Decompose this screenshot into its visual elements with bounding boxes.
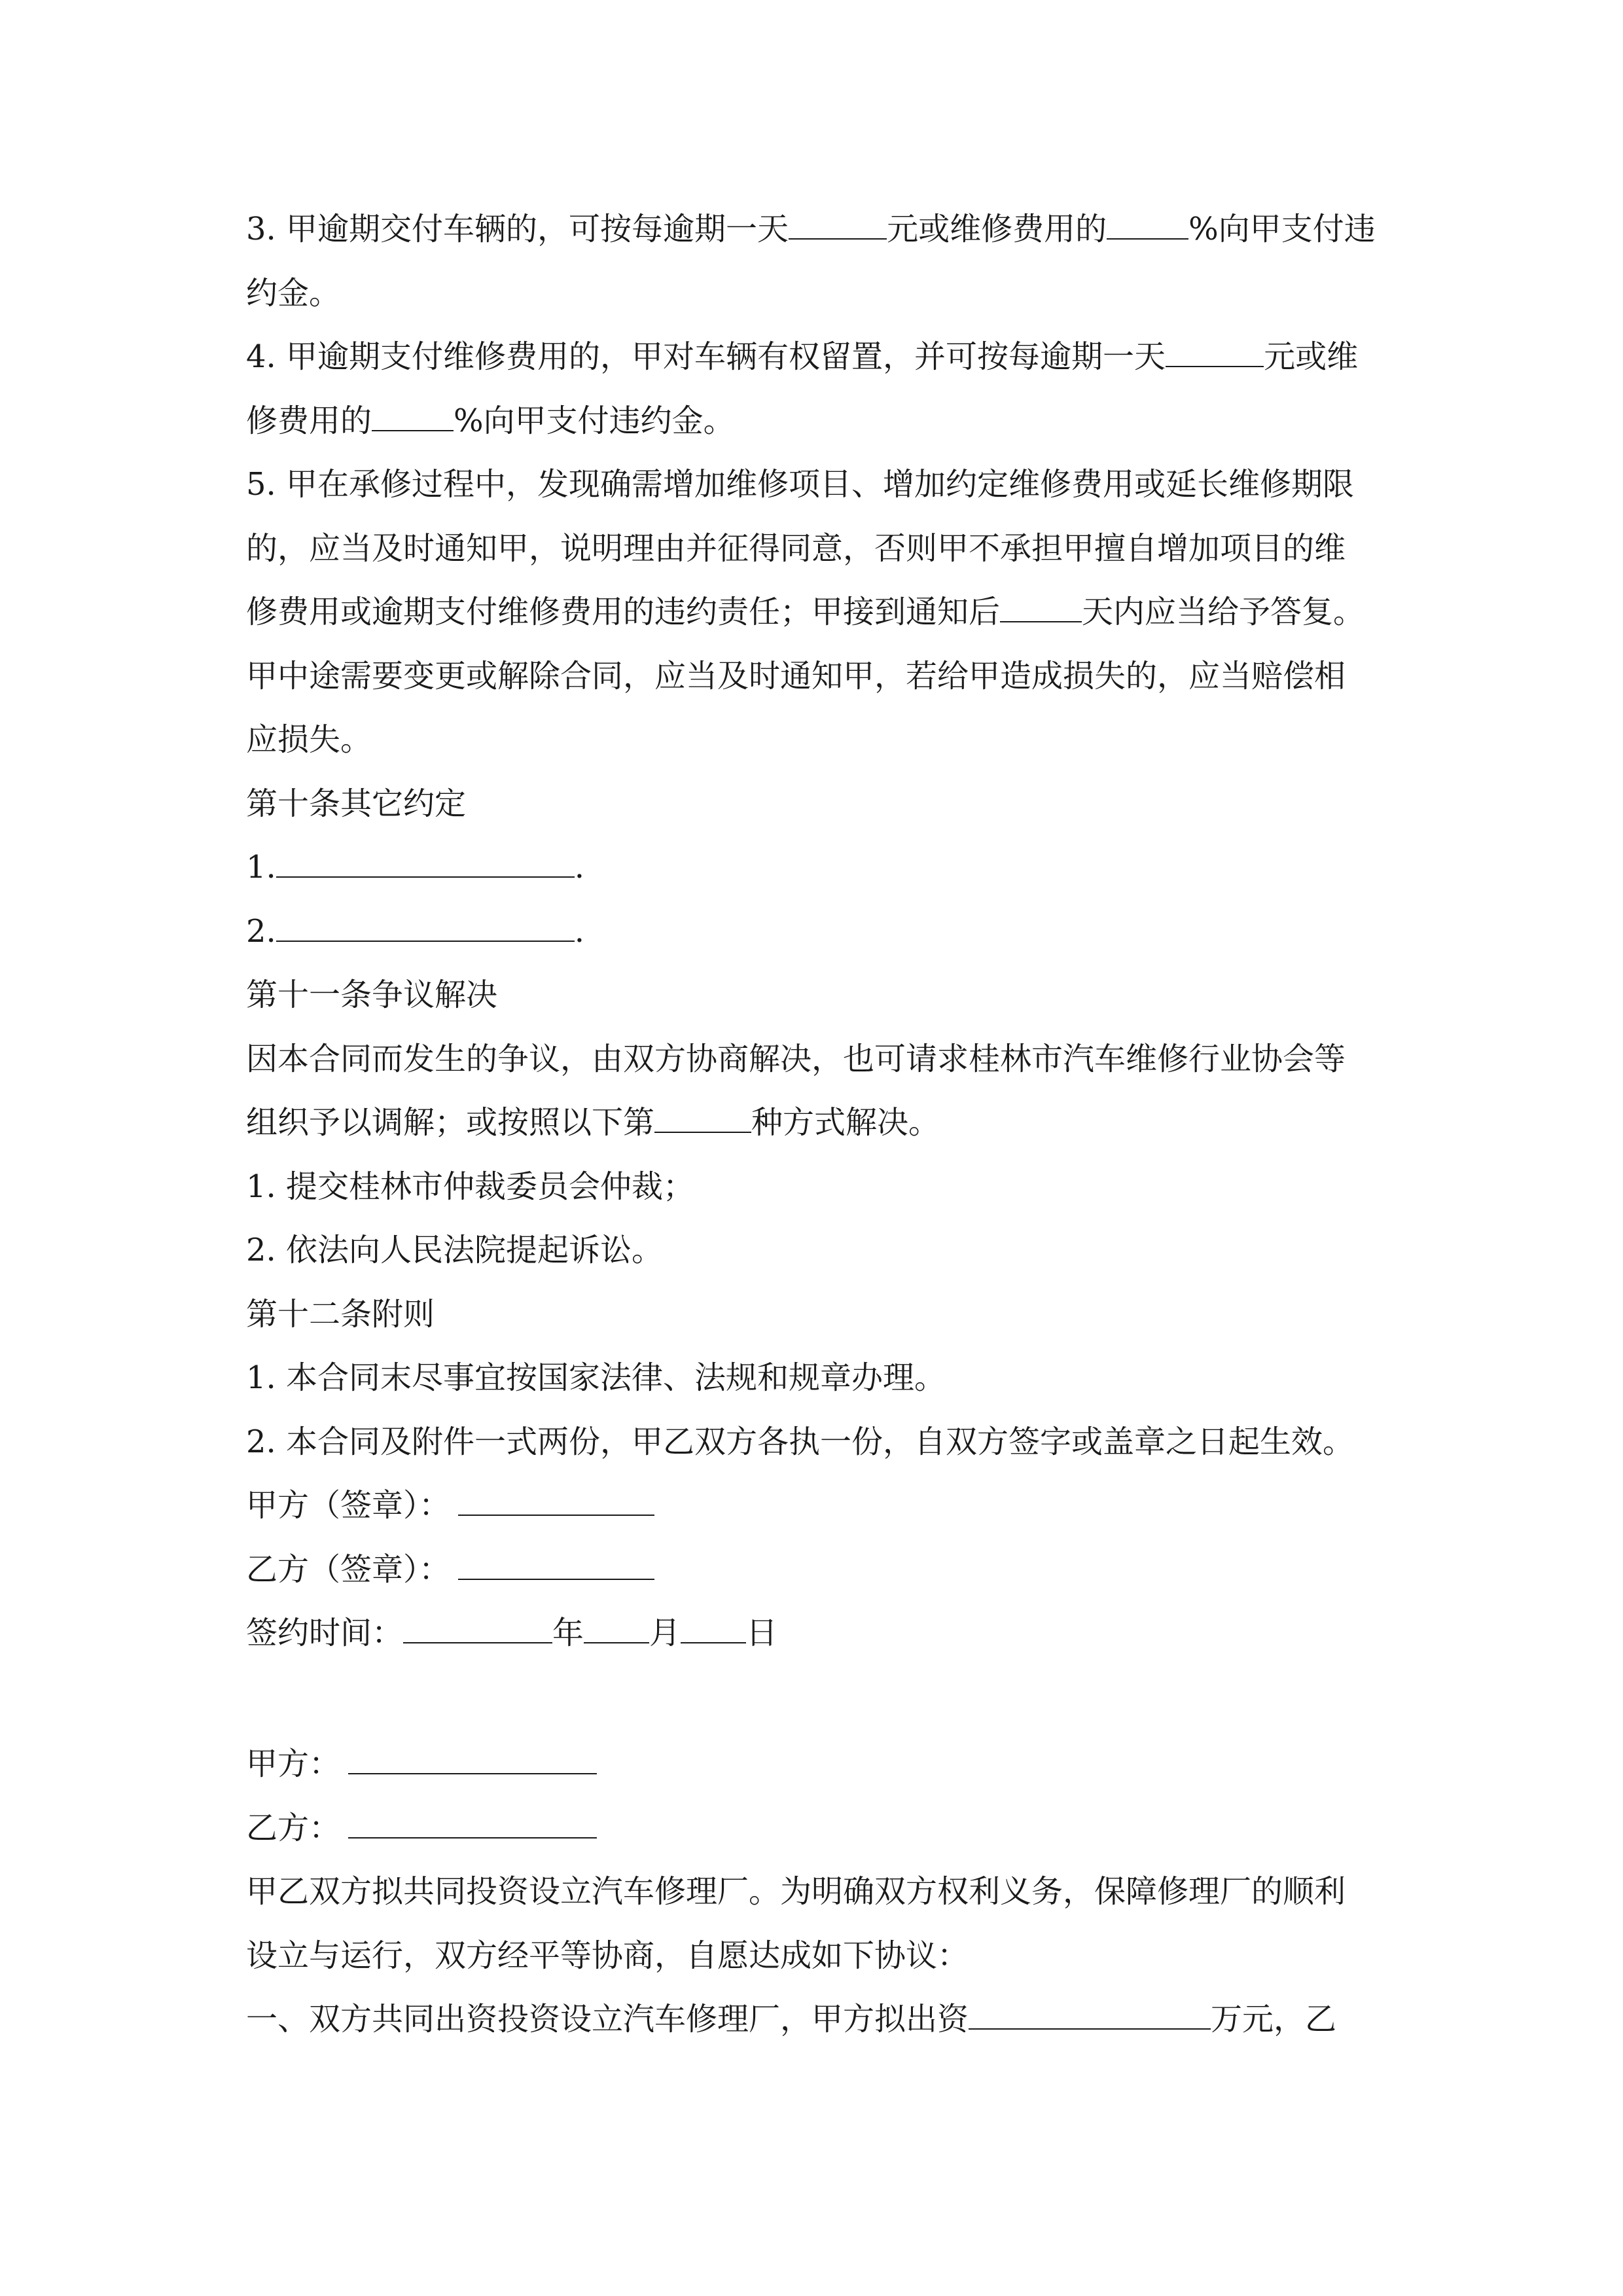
clause10-item2 bbox=[246, 912, 584, 951]
text: 乙方（签章）： bbox=[246, 1551, 451, 1588]
signature-blank[interactable] bbox=[458, 1552, 654, 1580]
text: 月 bbox=[649, 1615, 681, 1651]
fill-blank[interactable] bbox=[654, 1105, 751, 1133]
clause9-item4-line2 bbox=[246, 401, 735, 440]
fill-blank[interactable] bbox=[276, 850, 575, 878]
clause11-option1: 1. 提交桂林市仲裁委员会仲裁； bbox=[246, 1168, 695, 1205]
clause12-heading: 第十二条附则 bbox=[246, 1296, 435, 1333]
text: 元或维 bbox=[1264, 338, 1359, 375]
fill-blank[interactable] bbox=[276, 914, 575, 942]
text: 元或维修费用的 bbox=[887, 211, 1107, 247]
text: 1. bbox=[246, 849, 276, 886]
text: 4. 甲逾期支付维修费用的，甲对车辆有权留置，并可按每逾期一天 bbox=[246, 338, 1166, 375]
clause9-item3-line1 bbox=[246, 209, 1376, 249]
second-party-a bbox=[246, 1744, 597, 1784]
clause11-para-line1: 因本合同而发生的争议，由双方协商解决，也可请求桂林市汽车维修行业协会等 bbox=[246, 1041, 1346, 1077]
fill-blank[interactable] bbox=[789, 212, 887, 240]
clause9-item5-line4: 甲中途需要变更或解除合同，应当及时通知甲，若给甲造成损失的，应当赔偿相 bbox=[246, 658, 1346, 694]
text: 种方式解决。 bbox=[751, 1104, 940, 1141]
clause9-item3-line2: 约金。 bbox=[246, 275, 341, 312]
fill-blank[interactable] bbox=[1107, 212, 1188, 240]
clause9-item5-line1: 5. 甲在承修过程中，发现确需增加维修项目、增加约定维修费用或延长维修期限 bbox=[246, 466, 1355, 503]
clause9-item5-line2: 的，应当及时通知甲，说明理由并征得同意，否则甲不承担甲擅自增加项目的维 bbox=[246, 530, 1346, 567]
year-blank[interactable] bbox=[403, 1616, 552, 1643]
text: 乙方： bbox=[246, 1810, 341, 1846]
text: %向甲支付违约金。 bbox=[454, 403, 735, 439]
second-intro-line1: 甲乙双方拟共同投资设立汽车修理厂。为明确双方权利义务，保障修理厂的顺利 bbox=[246, 1873, 1346, 1910]
text: 日 bbox=[746, 1615, 778, 1651]
amount-blank[interactable] bbox=[969, 2002, 1211, 2030]
party-blank[interactable] bbox=[348, 1747, 597, 1774]
text: 万元，乙 bbox=[1211, 2001, 1337, 2037]
clause9-item5-line3 bbox=[246, 592, 1364, 632]
clause12-item2: 2. 本合同及附件一式两份，甲乙双方各执一份，自双方签字或盖章之日起生效。 bbox=[246, 1424, 1355, 1460]
clause9-item5-line5: 应损失。 bbox=[246, 721, 372, 758]
clause11-option2: 2. 依法向人民法院提起诉讼。 bbox=[246, 1232, 664, 1268]
text: 甲方（签章）： bbox=[246, 1487, 451, 1524]
text: . bbox=[574, 913, 585, 950]
text: 组织予以调解；或按照以下第 bbox=[246, 1104, 655, 1141]
text: 3. 甲逾期交付车辆的，可按每逾期一天 bbox=[246, 211, 789, 247]
clause10-item1 bbox=[246, 848, 584, 887]
fill-blank[interactable] bbox=[372, 404, 454, 431]
second-intro-line2: 设立与运行，双方经平等协商，自愿达成如下协议： bbox=[246, 1937, 969, 1974]
fill-blank[interactable] bbox=[1000, 595, 1082, 622]
second-clause1 bbox=[246, 2000, 1336, 2039]
fill-blank[interactable] bbox=[1166, 340, 1264, 367]
text: 甲方： bbox=[246, 1746, 341, 1782]
text: 修费用或逾期支付维修费用的违约责任；甲接到通知后 bbox=[246, 594, 1001, 630]
clause12-item1: 1. 本合同末尽事宜按国家法律、法规和规章办理。 bbox=[246, 1359, 946, 1396]
text: 天内应当给予答复。 bbox=[1082, 594, 1365, 630]
clause10-heading: 第十条其它约定 bbox=[246, 785, 467, 822]
day-blank[interactable] bbox=[681, 1616, 746, 1643]
month-blank[interactable] bbox=[584, 1616, 649, 1643]
text: 签约时间： bbox=[246, 1615, 404, 1651]
text: 修费用的 bbox=[246, 403, 372, 439]
text: 年 bbox=[552, 1615, 584, 1651]
text: . bbox=[574, 849, 585, 886]
second-party-b bbox=[246, 1808, 597, 1848]
signature-blank[interactable] bbox=[458, 1488, 654, 1516]
party-blank[interactable] bbox=[348, 1811, 597, 1839]
clause11-para-line2 bbox=[246, 1103, 940, 1142]
signature-party-a bbox=[246, 1486, 654, 1525]
text: 2. bbox=[246, 913, 276, 950]
signature-party-b bbox=[246, 1550, 654, 1589]
text: 一、双方共同出资投资设立汽车修理厂，甲方拟出资 bbox=[246, 2001, 969, 2037]
text: %向甲支付违 bbox=[1188, 211, 1376, 247]
clause11-heading: 第十一条争议解决 bbox=[246, 977, 498, 1013]
clause9-item4-line1 bbox=[246, 337, 1358, 376]
signature-date bbox=[246, 1613, 777, 1653]
